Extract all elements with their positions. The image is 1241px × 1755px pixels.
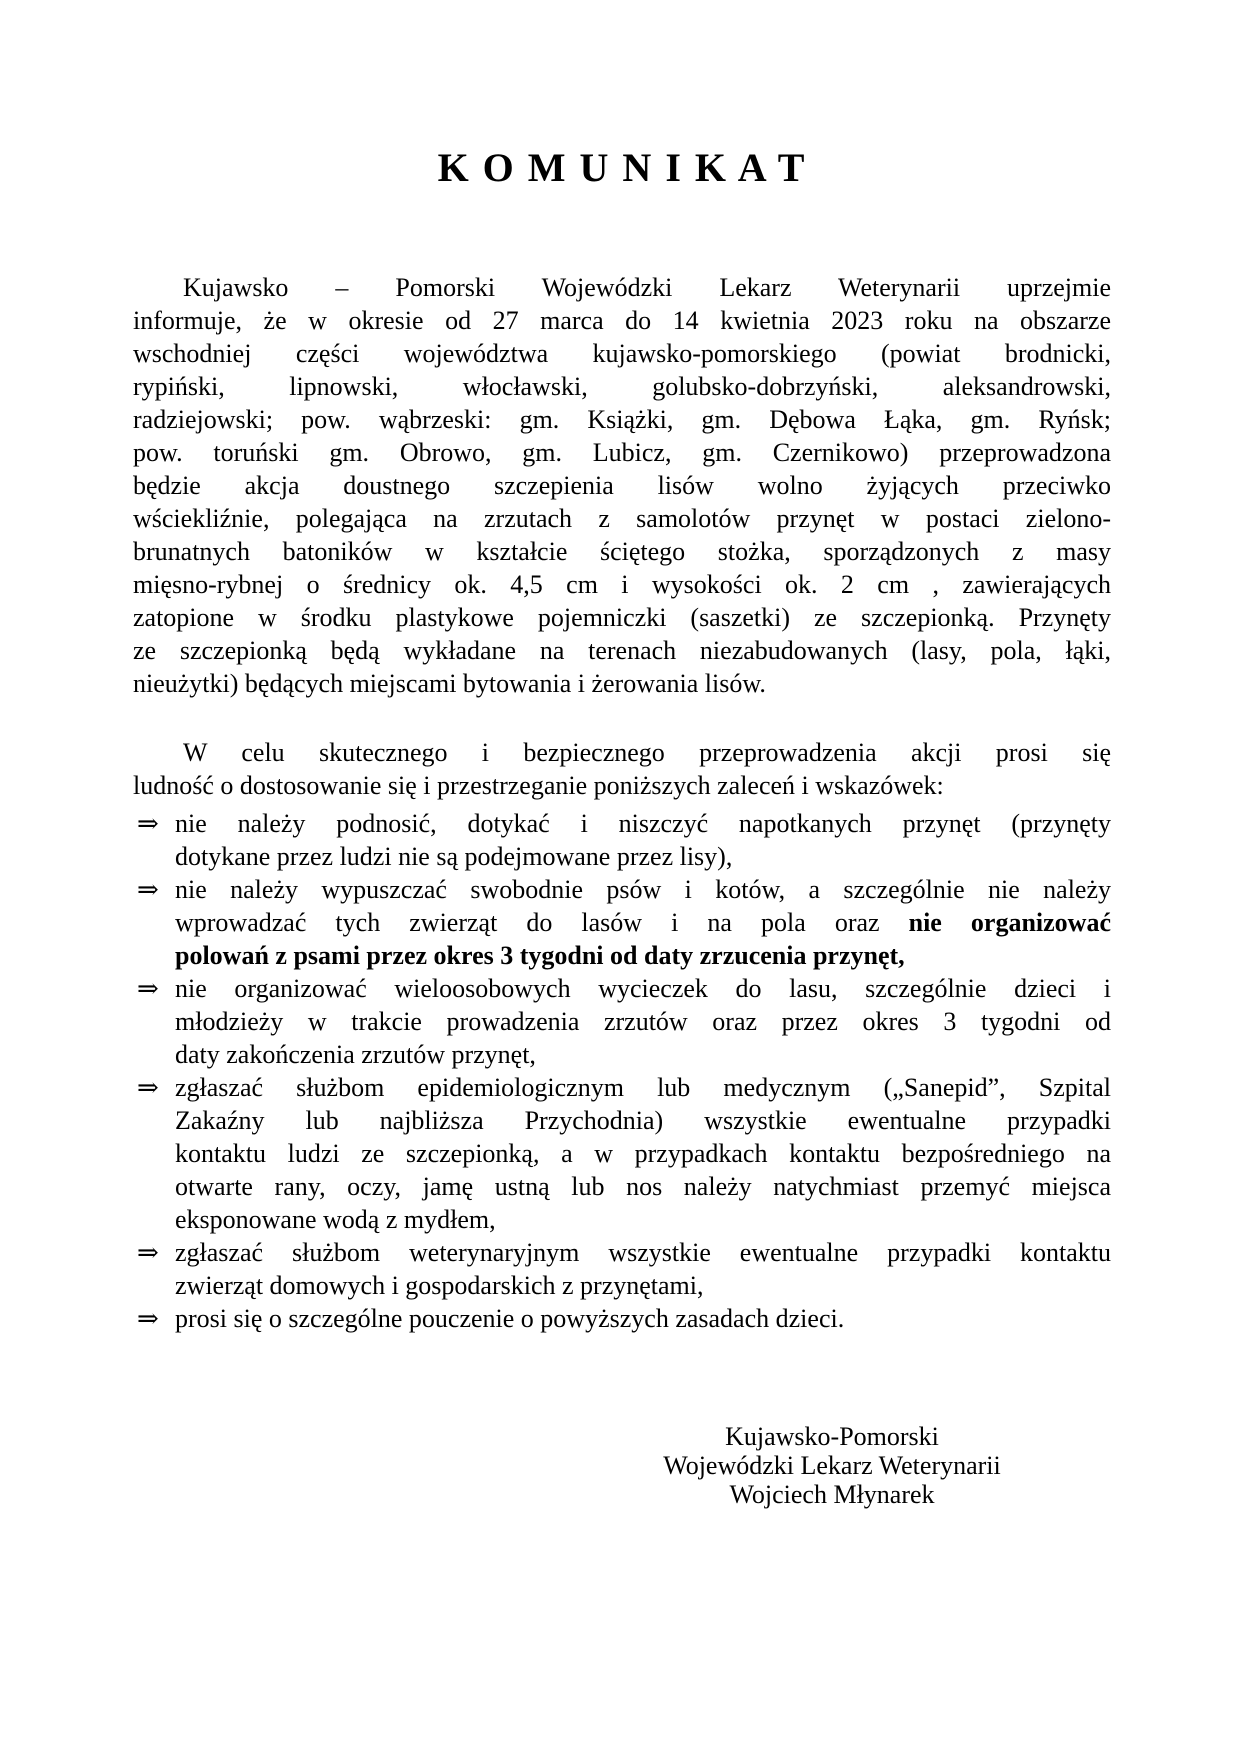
text-line: brunatnych batoników w kształcie ściętego stożka, sporządzonych z masy (133, 537, 1111, 566)
signature-line: Kujawsko-Pomorski (725, 1422, 939, 1451)
signature-line: Wojciech Młynarek (729, 1480, 935, 1509)
text-line: Kujawsko – Pomorski Wojewódzki Lekarz Weterynarii uprzejmie (183, 273, 1111, 302)
text-line: radziejowski; pow. wąbrzeski: gm. Książki, gm. Dębowa Łąka, gm. Ryńsk; (133, 405, 1111, 434)
list-item (133, 873, 1111, 972)
text-line: zwierząt domowych i gospodarskich z przynętami, (175, 1271, 704, 1300)
text-line: będzie akcja doustnego szczepienia lisów wolno żyjących przeciwko (133, 471, 1111, 500)
text-line: zatopione w środku plastykowe pojemniczki (saszetki) ze szczepionką. Przynęty (133, 603, 1111, 632)
text-line: informuje, że w okresie od 27 marca do 14 kwietnia 2023 roku na obszarze (133, 306, 1111, 335)
text-line: otwarte rany, oczy, jamę ustną lub nos należy natychmiast przemyć miejsca (175, 1172, 1111, 1201)
text-line: mięsno-rybnej o średnicy ok. 4,5 cm i wysokości ok. 2 cm , zawierających (133, 570, 1111, 599)
text-line: wschodniej części województwa kujawsko-pomorskiego (powiat brodnicki, (133, 339, 1111, 368)
signature-line: Wojewódzki Lekarz Weterynarii (663, 1451, 1001, 1480)
bold-text: nie organizować (908, 908, 1111, 937)
text-line: nie organizować wieloosobowych wycieczek do lasu, szczególnie dzieci i (175, 974, 1111, 1003)
list-item (133, 1071, 1111, 1236)
text-line: eksponowane wodą z mydłem, (175, 1205, 496, 1234)
text-line: wściekliźnie, polegająca na zrzutach z samolotów przynęt w postaci zielono- (133, 504, 1111, 533)
text-line: daty zakończenia zrzutów przynęt, (175, 1040, 536, 1069)
list-item (133, 807, 1111, 873)
double-arrow-icon: ⇒ (137, 875, 159, 904)
double-arrow-icon: ⇒ (137, 1304, 159, 1333)
double-arrow-icon: ⇒ (137, 1073, 159, 1102)
list-item (133, 972, 1111, 1071)
text-line: nieużytki) będących miejscami bytowania i żerowania lisów. (133, 669, 766, 698)
text-line: ze szczepionką będą wykładane na terenach niezabudowanych (lasy, pola, łąki, (133, 636, 1111, 665)
text-line: rypiński, lipnowski, włocławski, golubsko-dobrzyński, aleksandrowski, (133, 372, 1111, 401)
text-line: dotykane przez ludzi nie są podejmowane przez lisy), (175, 842, 733, 871)
text-line: Zakaźny lub najbliższa Przychodnia) wszystkie ewentualne przypadki (175, 1106, 1111, 1135)
text-line (133, 939, 1111, 972)
paragraph-vaccination-info (133, 271, 1111, 700)
list-item (133, 1302, 1111, 1335)
text-line: kontaktu ludzi ze szczepionką, a w przypadkach kontaktu bezpośredniego na (175, 1139, 1111, 1168)
double-arrow-icon: ⇒ (137, 809, 159, 838)
signature-block (632, 1422, 1032, 1509)
bold-text: polowań z psami przez okres 3 tygodni od daty zrzucenia przynęt, (175, 941, 905, 970)
text-segment: wprowadzać tych zwierząt do lasów i na pola oraz (175, 908, 909, 937)
list-item (133, 1236, 1111, 1302)
text-line: nie należy wypuszczać swobodnie psów i kotów, a szczególnie nie należy (175, 875, 1111, 904)
recommendations-list (133, 807, 1111, 1335)
text-line: zgłaszać służbom epidemiologicznym lub medycznym („Sanepid”, Szpital (175, 1073, 1111, 1102)
text-line: ludność o dostosowanie się i przestrzeganie poniższych zaleceń i wskazówek: (133, 771, 944, 800)
text-line: W celu skutecznego i bezpiecznego przeprowadzenia akcji prosi się (183, 738, 1111, 767)
double-arrow-icon: ⇒ (137, 974, 159, 1003)
text-line: prosi się o szczególne pouczenie o powyższych zasadach dzieci. (175, 1304, 845, 1333)
text-line: młodzieży w trakcie prowadzenia zrzutów oraz przez okres 3 tygodni od (175, 1007, 1111, 1036)
text-line: nie należy podnosić, dotykać i niszczyć napotkanych przynęt (przynęty (175, 809, 1111, 838)
document-content (133, 144, 1111, 1509)
text-line: pow. toruński gm. Obrowo, gm. Lubicz, gm. Czernikowo) przeprowadzona (133, 438, 1111, 467)
double-arrow-icon: ⇒ (137, 1238, 159, 1267)
text-line: zgłaszać służbom weterynaryjnym wszystkie ewentualne przypadki kontaktu (175, 1238, 1111, 1267)
paragraph-recommendations-intro (133, 736, 1111, 802)
page-title: K O M U N I K A T (437, 145, 807, 190)
text-line (133, 906, 1111, 939)
